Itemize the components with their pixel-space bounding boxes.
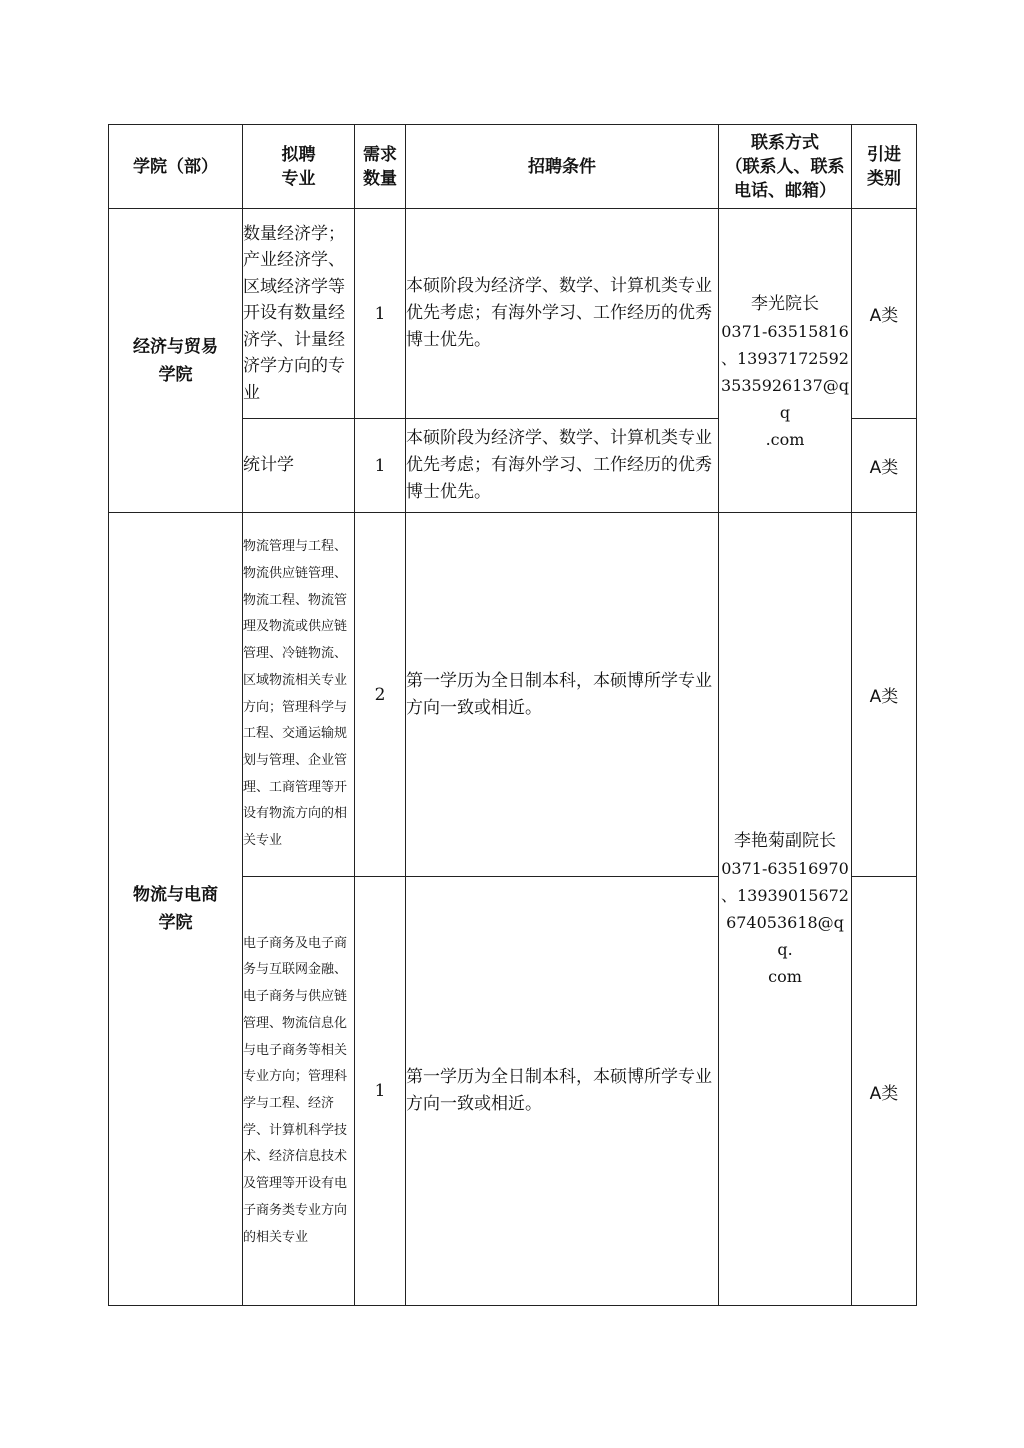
table-row [109,513,917,877]
recruitment-table [108,124,917,1306]
header-conditions: 招聘条件 [406,125,719,209]
header-count-line2: 数量 [363,168,397,189]
contact-email: .com [765,430,805,449]
header-category [852,125,917,209]
conditions-cell: 本硕阶段为经济学、数学、计算机类专业优先考虑；有海外学习、工作经历的优秀博士优先。 [406,209,719,419]
count-cell: 1 [355,877,406,1306]
conditions-cell: 第一学历为全日制本科，本硕博所学专业方向一致或相近。 [406,513,719,877]
header-contact-line3: 电话、邮箱） [734,180,836,201]
count-cell: 1 [355,419,406,513]
header-row [109,125,917,209]
contact-phone: 、13939015672 [721,886,849,905]
conditions-cell: 本硕阶段为经济学、数学、计算机类专业优先考虑；有海外学习、工作经历的优秀博士优先。 [406,419,719,513]
header-major-line2: 专业 [281,168,316,189]
header-count-line1: 需求 [363,144,397,165]
header-contact [719,125,852,209]
major-cell: 电子商务及电子商务与互联网金融、电子商务与供应链管理、物流信息化与电子商务等相关专业方向；管理科学与工程、经济学、计算机科学技术、经济信息技术及管理等开设有电子商务类专业方向的相关专业 [243,877,355,1306]
contact-cell [719,513,852,1306]
contact-email: 674053618@qq. [726,913,844,959]
college-cell [109,209,243,513]
category-cell: A类 [852,209,917,419]
category-cell: A类 [852,513,917,877]
count-cell: 2 [355,513,406,877]
major-cell: 数量经济学；产业经济学、区域经济学等开设有数量经济学、计量经济学方向的专业 [243,209,355,419]
conditions-cell: 第一学历为全日制本科，本硕博所学专业方向一致或相近。 [406,877,719,1306]
contact-phone: 0371-63515816 [721,322,849,341]
college-name-line2: 学院 [158,913,193,933]
college-name-line1: 物流与电商 [133,885,218,905]
major-cell: 物流管理与工程、物流供应链管理、物流工程、物流管理及物流或供应链管理、冷链物流、区域物流相关专业方向；管理科学与工程、交通运输规划与管理、企业管理、工商管理等开设有物流方向的相关专业 [243,513,355,877]
college-name-line1: 经济与贸易 [133,336,218,357]
contact-name: 李光院长 [751,294,819,314]
major-cell: 统计学 [243,419,355,513]
table-row [109,209,917,419]
contact-name: 李艳菊副院长 [734,831,836,851]
count-cell: 1 [355,209,406,419]
contact-email: com [768,967,802,986]
contact-phone: 0371-63516970 [721,859,849,878]
contact-phone: 、13937172592 [721,349,849,368]
contact-cell [719,209,852,513]
header-college: 学院（部） [109,125,243,209]
college-cell [109,513,243,1306]
contact-email: 3535926137@qq [720,376,850,422]
header-count [355,125,406,209]
header-contact-line1: 联系方式 [751,132,819,153]
category-cell: A类 [852,877,917,1306]
header-contact-line2: （联系人、联系 [725,156,845,177]
college-name-line2: 学院 [158,364,193,385]
header-category-line1: 引进 [867,144,901,165]
header-category-line2: 类别 [867,168,901,189]
header-major [243,125,355,209]
category-cell: A类 [852,419,917,513]
header-major-line1: 拟聘 [281,144,316,165]
